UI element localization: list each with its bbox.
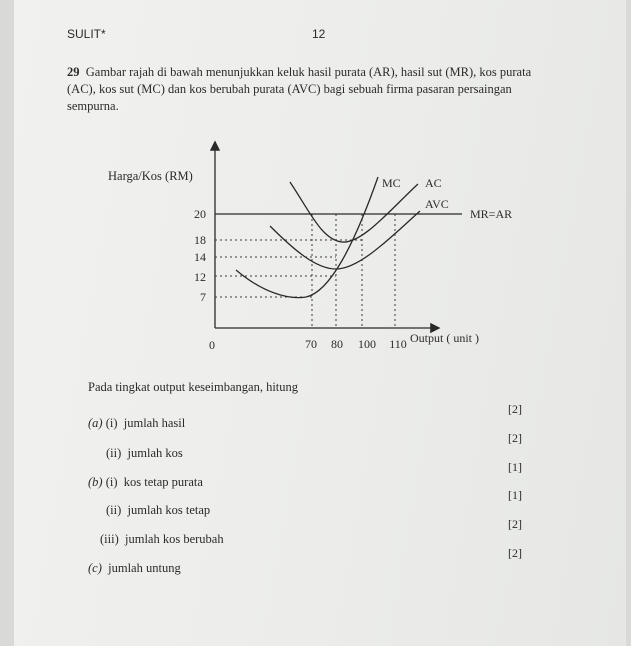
y-tick-7: 7 [200, 290, 206, 304]
mr-ar-label: MR=AR [470, 207, 513, 221]
x-tick-100: 100 [358, 337, 376, 351]
marks-a-i: [2] [508, 402, 522, 416]
item-b-ii [106, 503, 210, 518]
marks-a-ii: [2] [508, 431, 522, 445]
item-text: jumlah kos [127, 446, 183, 460]
page-number: 12 [312, 27, 326, 41]
x-tick-70: 70 [305, 337, 317, 351]
roman-label: (iii) [100, 532, 119, 546]
marks-b-ii: [1] [508, 488, 522, 502]
question-text-3: sempurna. [67, 99, 119, 113]
x-axis-label: Output ( unit ) [410, 331, 479, 345]
y-axis-label: Harga/Kos (RM) [108, 169, 193, 183]
part-label-b: (b) [88, 475, 103, 489]
y-tick-12: 12 [194, 270, 206, 284]
header-sulit: SULIT* [67, 27, 106, 41]
item-text: jumlah kos tetap [127, 503, 211, 517]
ac-label: AC [425, 176, 442, 190]
y-tick-20: 20 [194, 207, 206, 221]
question-text-2: (AC), kos sut (MC) dan kos berubah purata (AVC) bagi sebuah firma pasaran persaingan [67, 82, 512, 96]
y-tick-18: 18 [194, 233, 206, 247]
prompt-text: Pada tingkat output keseimbangan, hitung [88, 380, 299, 394]
marks-b-iii: [2] [508, 517, 522, 531]
item-text: jumlah hasil [123, 416, 186, 430]
marks-b-i: [1] [508, 460, 522, 474]
x-tick-110: 110 [389, 337, 407, 351]
roman-label: (i) [105, 475, 118, 489]
item-a-i [88, 416, 185, 431]
item-text: jumlah untung [108, 561, 181, 575]
mc-label: MC [382, 176, 401, 190]
item-a-ii [106, 446, 183, 461]
avc-label: AVC [425, 197, 449, 211]
item-b-iii [100, 532, 224, 547]
ac-curve [290, 182, 418, 242]
roman-label: (ii) [106, 503, 122, 517]
y-tick-14: 14 [194, 250, 206, 264]
marks-c: [2] [508, 546, 522, 560]
cost-curves [236, 177, 420, 298]
part-label-a: (a) [88, 416, 103, 430]
roman-label: (i) [105, 416, 118, 430]
part-label-c: (c) [88, 561, 102, 575]
x-tick-80: 80 [331, 337, 343, 351]
roman-label: (ii) [106, 446, 122, 460]
item-c [88, 561, 181, 576]
origin-label: 0 [209, 338, 215, 352]
question-text-1: Gambar rajah di bawah menunjukkan keluk hasil purata (AR), hasil sut (MR), kos purata [85, 65, 532, 79]
item-text: jumlah kos berubah [125, 532, 224, 546]
question-number: 29 [67, 65, 80, 79]
item-b-i [88, 475, 203, 490]
item-text: kos tetap purata [123, 475, 203, 489]
mc-curve [236, 177, 378, 298]
